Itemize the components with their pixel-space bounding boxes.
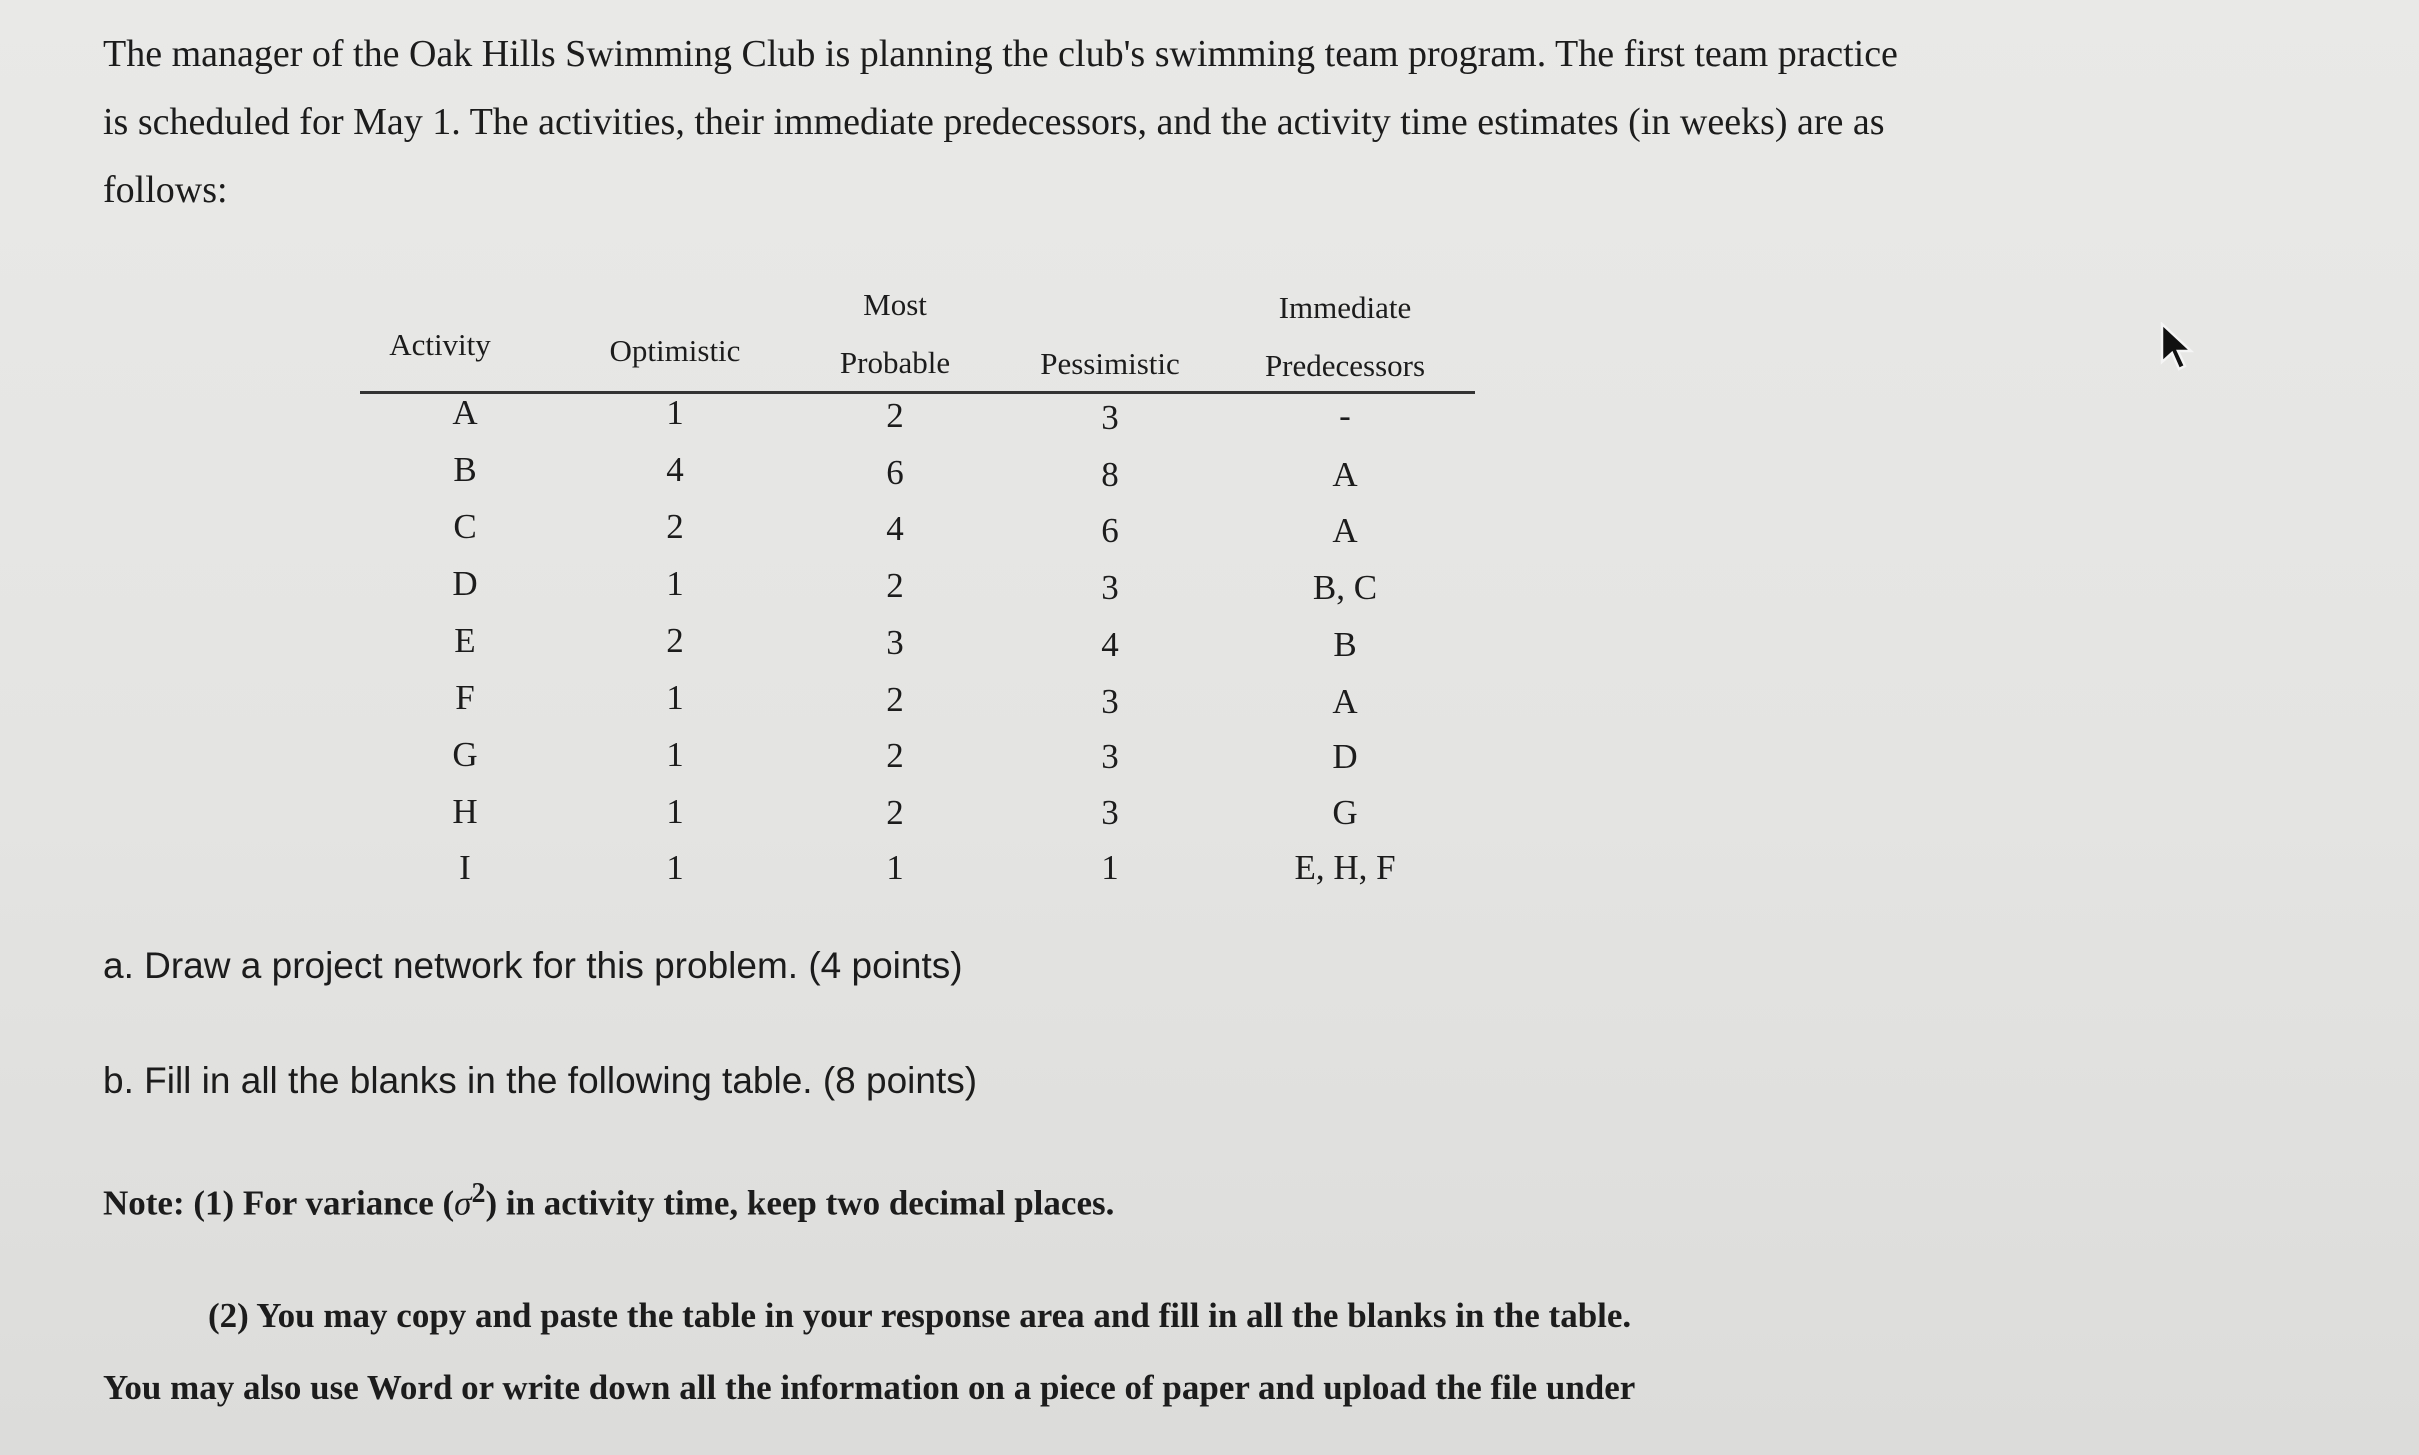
question-b: b. Fill in all the blanks in the following table. (8 points) (103, 1060, 978, 1101)
cell-activity: C (453, 507, 477, 546)
sigma-exponent: 2 (471, 1178, 486, 1209)
cell-pessimistic: 8 (1101, 455, 1119, 494)
cell-predecessors: G (1332, 793, 1358, 832)
cell-activity: G (452, 735, 478, 774)
cell-pessimistic: 3 (1101, 793, 1119, 832)
cell-most-probable: 6 (886, 453, 904, 492)
cell-optimistic: 1 (666, 735, 684, 774)
cell-pessimistic: 3 (1101, 737, 1119, 776)
cell-optimistic: 2 (666, 507, 684, 546)
cell-predecessors: B, C (1312, 568, 1378, 607)
cell-activity: E (454, 621, 476, 660)
cell-predecessors: D (1332, 737, 1358, 776)
note-variance (103, 1178, 1114, 1224)
cell-predecessors: - (1339, 396, 1351, 435)
header-pessimistic: Pessimistic (1040, 346, 1180, 381)
cell-activity: F (455, 678, 475, 717)
cell-most-probable: 1 (886, 848, 904, 887)
header-immediate: Immediate (1278, 290, 1412, 325)
cell-predecessors: B (1333, 625, 1357, 664)
cell-most-probable: 2 (886, 680, 904, 719)
cell-optimistic: 1 (666, 564, 684, 603)
cell-pessimistic: 3 (1101, 682, 1119, 721)
cell-optimistic: 1 (666, 848, 684, 887)
header-activity: Activity (389, 327, 491, 362)
cell-optimistic: 1 (666, 393, 684, 432)
note-variance-suffix: ) in activity time, keep two decimal places. (485, 1183, 1115, 1223)
cell-activity: A (452, 393, 478, 432)
note-upload: You may also use Word or write down all the information on a piece of paper and upload the file under (103, 1368, 1636, 1407)
cell-pessimistic: 3 (1101, 568, 1119, 607)
cell-most-probable: 2 (886, 396, 904, 435)
header-rule (360, 391, 1475, 394)
cell-optimistic: 1 (666, 792, 684, 831)
cell-activity: B (453, 450, 477, 489)
cell-most-probable: 2 (886, 566, 904, 605)
header-most: Most (863, 287, 927, 322)
problem-intro: The manager of the Oak Hills Swimming Club is planning the club's swimming team program. The first team practice is scheduled for May 1. The activities, their immediate predecessors, and the activity time estimates (in weeks) are as follows: (103, 33, 1898, 211)
cell-predecessors: E, H, F (1294, 848, 1396, 887)
header-probable: Probable (839, 345, 951, 380)
note-copy-table: (2) You may copy and paste the table in your response area and fill in all the blanks in the table. (208, 1296, 1632, 1335)
cell-pessimistic: 1 (1101, 848, 1119, 887)
header-predecessors: Predecessors (1264, 348, 1426, 383)
sigma-symbol: σ (454, 1183, 472, 1223)
note-variance-prefix: Note: (1) For variance ( (103, 1183, 455, 1223)
header-optimistic: Optimistic (609, 333, 741, 368)
cell-most-probable: 4 (886, 509, 904, 548)
cell-predecessors: A (1332, 682, 1358, 721)
cell-optimistic: 2 (666, 621, 684, 660)
cell-most-probable: 2 (886, 736, 904, 775)
mouse-pointer-icon (2158, 322, 2198, 372)
cell-activity: D (452, 564, 478, 603)
cell-pessimistic: 3 (1101, 398, 1119, 437)
cell-activity: I (459, 848, 471, 887)
cell-optimistic: 4 (666, 450, 684, 489)
cell-most-probable: 3 (886, 623, 904, 662)
cell-most-probable: 2 (886, 793, 904, 832)
question-a: a. Draw a project network for this problem. (4 points) (103, 945, 963, 986)
cell-pessimistic: 6 (1101, 511, 1119, 550)
cell-predecessors: A (1332, 511, 1358, 550)
cell-optimistic: 1 (666, 678, 684, 717)
cell-pessimistic: 4 (1101, 625, 1119, 664)
cell-activity: H (452, 792, 478, 831)
cell-predecessors: A (1332, 455, 1358, 494)
